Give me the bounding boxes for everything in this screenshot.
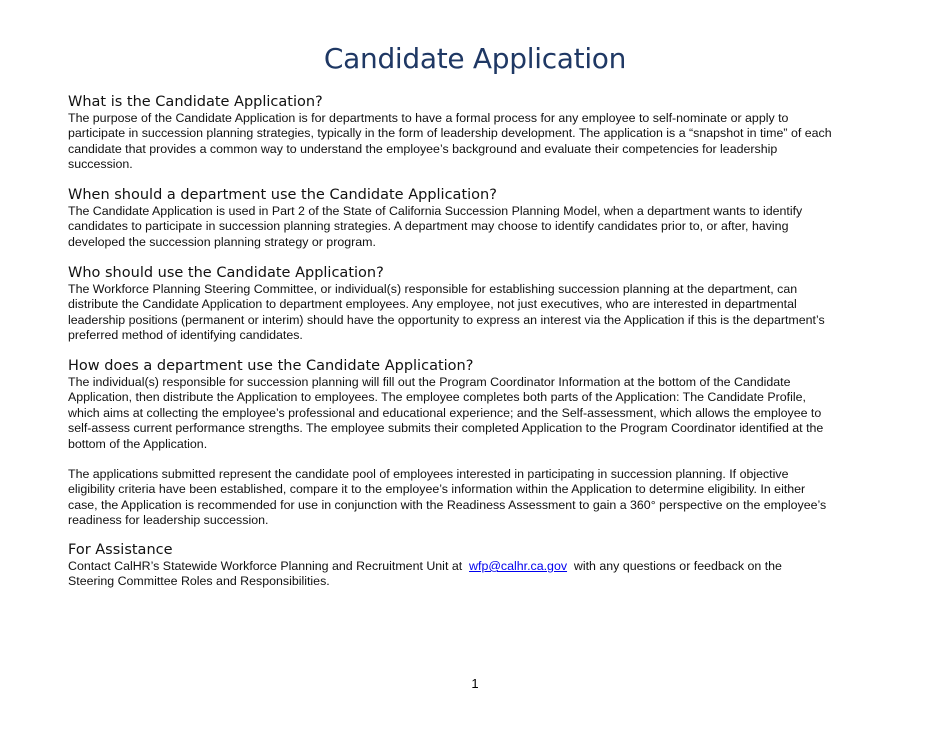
body-line: readiness for leadership succession. [68,513,269,528]
body-line: The purpose of the Candidate Application is for departments to have a formal process for any employee to self-nominate or apply to [68,111,789,125]
page-title: Candidate Application [323,42,627,75]
body-line: eligibility criteria have been established, compare it to the employee’s information within the Application to determine eligibility. In either [68,482,806,497]
body-line: Application, then distribute the Application to employees. The employee completes both parts of the Application: The Candidate Profile, [68,390,806,405]
body-line: self-assess current performance strengths. The employee submits their completed Application to the Program Coordinator identified at the [68,421,824,436]
contact-text: Contact CalHR’s Statewide Workforce Planning and Recruitment Unit at [68,559,470,573]
section-who [68,264,898,344]
body-line: candidates to participate in succession planning strategies. A department may choose to identify candidates prior to, or after, having [68,219,789,234]
body-line: candidate that provides a common way to understand the employee’s background and evaluate their competencies for leadership [68,141,778,156]
body-line: distribute the Candidate Application to department employees. Any employee, not just executives, who are interested in departmental [68,297,797,312]
contact-text-after: with any questions or feedback on the [567,559,782,573]
body-line: The Workforce Planning Steering Committee, or individual(s) responsible for establishing succession planning at the department, can [68,282,798,296]
section-heading: What is the Candidate Application? [68,94,323,110]
section-what [68,93,898,173]
body-line: Steering Committee Roles and Responsibilities. [68,574,330,589]
body-line: case, the Application is recommended for use in conjunction with the Readiness Assessment to gain a 360° perspective on the employee’s [68,497,827,512]
body-line: The individual(s) responsible for succession planning will fill out the Program Coordinator Information at the bottom of the Candidate [68,375,791,389]
email-link[interactable]: wfp@calhr.ca.gov [469,559,568,573]
body-line: The applications submitted represent the candidate pool of employees interested in participating in succession planning. If objective [68,467,789,482]
body-line: bottom of the Application. [68,436,208,451]
section-heading: When should a department use the Candidate Application? [68,187,497,203]
section-when [68,186,898,250]
body-line: preferred method of identifying candidates. [68,328,303,343]
body-line: The Candidate Application is used in Part 2 of the State of California Succession Planning Model, when a department wants to identify [68,204,803,218]
section-assistance [68,541,898,590]
section-heading: Who should use the Candidate Application? [68,265,384,281]
body-line: developed the succession planning strategy or program. [68,234,376,249]
section-heading: For Assistance [68,542,173,558]
body-line: leadership positions (permanent or interim) should have the opportunity to express an interest via the Application if this is the department’s [68,312,825,327]
body-line: participate in succession planning strategies, typically in the form of leadership development. The application is a “snapshot in time” of each [68,126,832,141]
page-number: 1 [471,676,479,691]
section-how [68,357,898,529]
section-heading: How does a department use the Candidate Application? [68,358,474,374]
body-line: which aims at collecting the employee’s professional and educational experience; and the Self-assessment, which allows the employee to [68,405,822,420]
contact-line [68,559,898,574]
body-line: succession. [68,157,133,172]
